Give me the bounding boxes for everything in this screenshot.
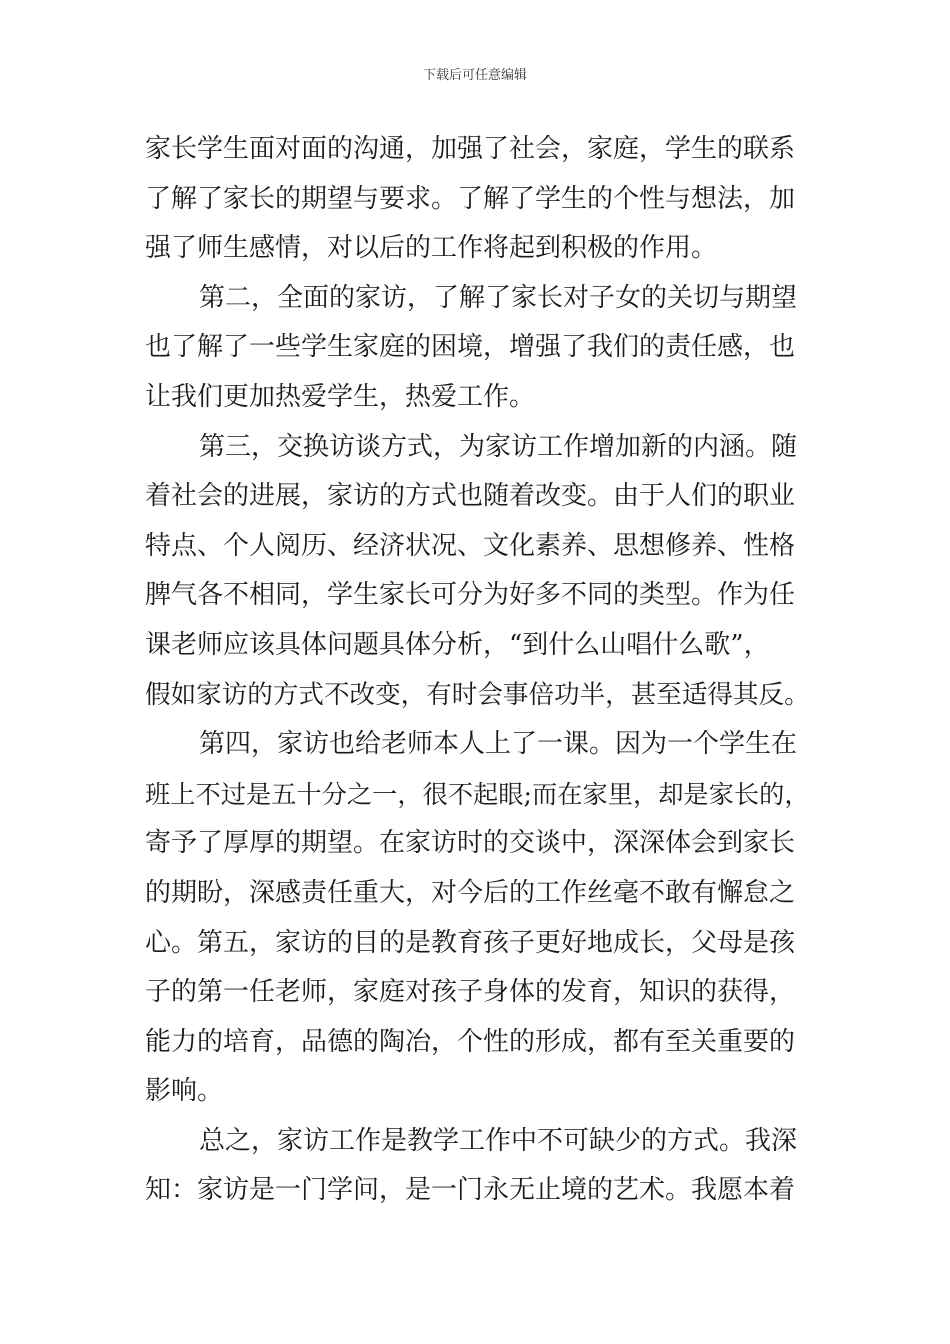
text-line: 寄予了厚厚的期望。在家访时的交谈中，深深体会到家长 (145, 828, 796, 859)
page-header: 下载后可任意编辑 (422, 68, 527, 83)
text-line: 假如家访的方式不改变，有时会事倍功半，甚至适得其反。 (145, 679, 810, 710)
text-line: 了解了家长的期望与要求。了解了学生的个性与想法，加 (145, 183, 796, 214)
text-line: 课老师应该具体问题具体分析，“到什么山唱什么歌”， (145, 629, 770, 660)
paragraph-first-line: 第四，家访也给老师本人上了一课。因为一个学生在 (199, 729, 798, 760)
text-line: 子的第一任老师，家庭对孩子身体的发育，知识的获得， (145, 977, 796, 1008)
text-line: 特点、个人阅历、经济状况、文化素养、思想修养、性格 (145, 530, 796, 561)
paragraph-first-line: 总之，家访工作是教学工作中不可缺少的方式。我深 (199, 1125, 798, 1156)
text-line: 让我们更加热爱学生，热爱工作。 (145, 381, 536, 412)
text-line: 能力的培育，品德的陶冶，个性的形成，都有至关重要的 (145, 1026, 796, 1057)
text-line: 知：家访是一门学问，是一门永无止境的艺术。我愿本着 (145, 1175, 796, 1206)
text-line: 心。第五，家访的目的是教育孩子更好地成长，父母是孩 (145, 927, 796, 958)
paragraph-first-line: 第三，交换访谈方式，为家访工作增加新的内涵。随 (199, 431, 798, 462)
text-line: 家长学生面对面的沟通，加强了社会，家庭，学生的联系 (145, 134, 796, 164)
text-line: 强了师生感情，对以后的工作将起到积极的作用。 (145, 233, 718, 264)
text-line: 脾气各不相同，学生家长可分为好多不同的类型。作为任 (145, 580, 796, 611)
text-line: 也了解了一些学生家庭的困境，增强了我们的责任感，也 (145, 332, 796, 363)
document-body (145, 125, 810, 1216)
paragraph-first-line: 第二，全面的家访，了解了家长对子女的关切与期望 (199, 282, 798, 313)
text-line: 班上不过是五十分之一，很不起眼;而在家里，却是家长的， (145, 779, 810, 809)
text-line: 的期盼，深感责任重大，对今后的工作丝毫不敢有懈怠之 (145, 877, 796, 908)
text-line: 着社会的进展，家访的方式也随着改变。由于人们的职业 (145, 481, 796, 512)
text-line: 影响。 (145, 1076, 224, 1107)
